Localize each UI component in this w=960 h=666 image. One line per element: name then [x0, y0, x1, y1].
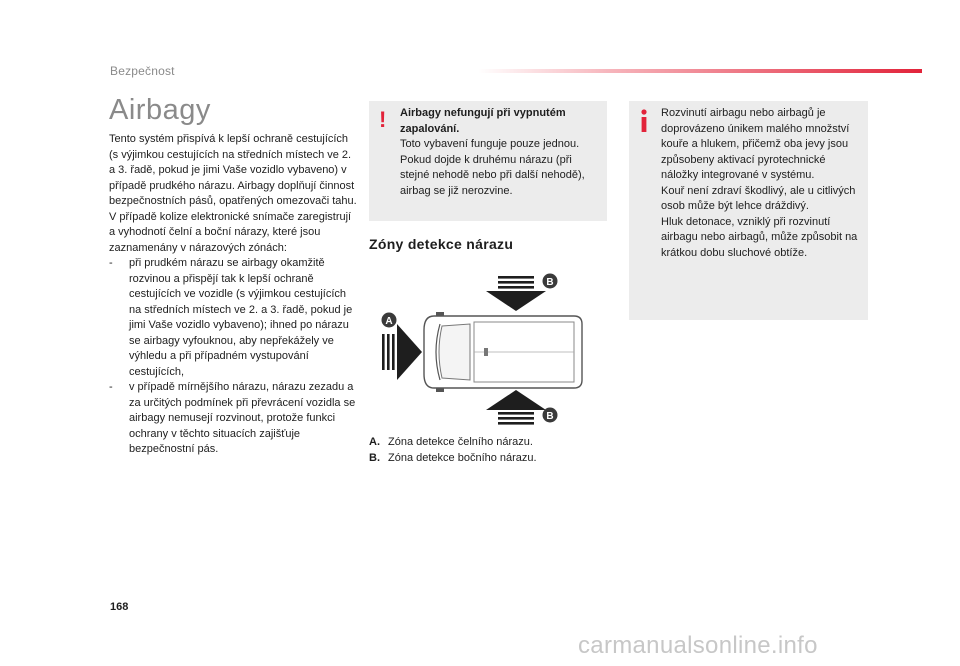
list-item-text: v případě mírnějšího nárazu, nárazu zezadu a za určitých podmínek při převrácení vozidla se airbagy nemusejí rozvinout, protože funkci ochrany v těchto situacích zajišťuje bezpečnostní pás. — [129, 381, 356, 455]
watermark: carmanualsonline.info — [578, 632, 818, 659]
zones-legend — [369, 435, 609, 466]
badge-a — [382, 313, 397, 328]
intro-column — [109, 132, 357, 458]
badge-b-bottom-label: B — [546, 411, 554, 422]
intro-paragraph-2: V případě kolize elektronické snímače zaregistrují a vyhodnotí čelní a boční nárazy, které jsou zaznamenány v nárazových zónách: — [109, 210, 352, 254]
warning-line-2: Pokud dojde k druhému nárazu (při stejné nehodě nebo při další nehodě), airbag se již nerozvine. — [400, 153, 585, 197]
badge-b-top — [543, 274, 558, 289]
warning-line-1: Toto vybavení funguje pouze jednou. — [400, 138, 580, 150]
legend-key: A. — [369, 436, 380, 448]
side-arrow-bottom — [486, 390, 546, 425]
badge-a-label: A — [385, 316, 393, 327]
header-accent-line — [478, 69, 922, 73]
list-item-text: při prudkém nárazu se airbagy okamžitě rozvinou a přispějí tak k lepší ochraně cestujících ve vozidle (s výjimkou cestujících na středních místech ve 2. a 3. řadě, pokud je jimi Vaše vozidlo vybaveno); ihned po nárazu se airbagy vyfouknou, aby nepřekážely ve výhledu a při případném vystupování cestujících, — [129, 257, 353, 378]
info-line-3: Hluk detonace, vzniklý při rozvinutí airbagu nebo airbagů, může způsobit na krátkou dobu sluchové obtíže. — [661, 215, 858, 259]
warning-bold-text: Airbagy nefungují při vypnutém zapalování. — [400, 107, 566, 135]
warning-box — [369, 101, 607, 221]
list-dash: - — [109, 381, 113, 393]
warning-text — [400, 106, 600, 199]
legend-row — [369, 435, 609, 451]
impact-zones-diagram — [378, 268, 588, 428]
page-number: 168 — [110, 601, 129, 613]
zones-heading: Zóny detekce nárazu — [369, 236, 514, 252]
list-item — [109, 380, 357, 458]
front-arrow — [382, 324, 422, 380]
exclamation-icon: ! — [379, 107, 387, 132]
section-label: Bezpečnost — [110, 64, 175, 78]
info-line-2: Kouř není zdraví škodlivý, ale u citlivých osob může být lehce dráždivý. — [661, 184, 856, 212]
badge-b-top-label: B — [546, 277, 554, 288]
info-line-1: Rozvinutí airbagu nebo airbagů je doprovázeno únikem malého množství kouře a hlukem, přičemž oba jevy jsou způsobeny aktivací pyrotechnické náložky integrované v systému. — [661, 107, 850, 181]
info-icon — [639, 109, 649, 133]
intro-paragraph-1: Tento systém přispívá k lepší ochraně cestujících (s výjimkou cestujících na středních místech ve 2. a 3. řadě, pokud je jimi Vaše vozidlo vybaveno) v případě prudkého nárazu. Airbagy doplňují činnost bezpečnostních pásů, opatřených omezovači tahu. — [109, 133, 357, 207]
van-top-view — [424, 312, 582, 392]
legend-row — [369, 451, 609, 467]
info-box — [629, 101, 868, 320]
legend-key: B. — [369, 451, 380, 464]
list-dash: - — [109, 257, 113, 269]
info-text — [661, 106, 863, 261]
badge-b-bottom — [543, 408, 558, 423]
legend-text: Zóna detekce čelního nárazu. — [388, 436, 533, 448]
page-title: Airbagy — [109, 94, 211, 126]
list-item — [109, 256, 357, 380]
side-arrow-top — [486, 276, 546, 311]
legend-text: Zóna detekce bočního nárazu. — [388, 451, 537, 464]
